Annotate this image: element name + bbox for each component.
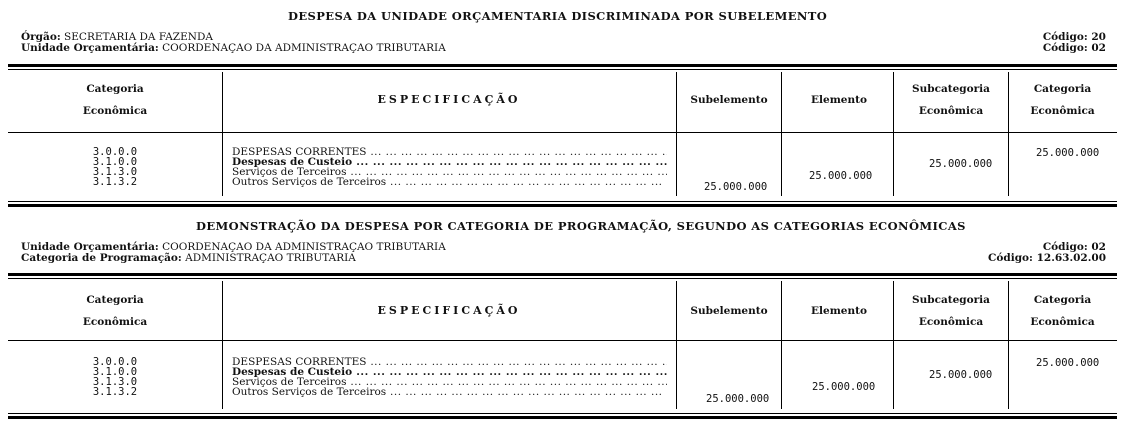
- header-elemento: Elemento: [811, 305, 867, 317]
- table-bottom-rule-thin: [8, 201, 1117, 202]
- item-cell: Serviços de Terceiros ... .: [232, 167, 667, 177]
- code-cell: 3.0.0.0: [92, 356, 138, 368]
- item-cell: Despesas de Custeio ... .: [232, 367, 667, 377]
- unidade-line: [21, 43, 446, 54]
- col-divider: [1008, 72, 1009, 196]
- subelemento-value: 25.000.000: [704, 181, 768, 193]
- code-cell: 3.1.0.0: [92, 156, 138, 168]
- code-cell: 3.1.3.0: [92, 376, 138, 388]
- header-categoria-label: Categoria: [86, 83, 144, 95]
- header-categoria-label: Categoria: [86, 294, 144, 306]
- header-especificacao: ESPECIFICAÇÃO: [377, 304, 521, 317]
- header-economica-label: Econômica: [82, 316, 148, 328]
- categoria-programacao-line: [21, 253, 356, 264]
- code-cell: 3.1.3.0: [92, 166, 138, 178]
- col-divider: [893, 281, 894, 409]
- col-divider: [676, 72, 677, 196]
- header-economica-label: Econômica: [82, 105, 148, 117]
- header-especificacao: ESPECIFICAÇÃO: [377, 93, 521, 106]
- header-economica3-label: Econômica: [1030, 316, 1095, 328]
- subelemento-value: 25.000.000: [706, 393, 770, 405]
- item-cell: DESPESAS CORRENTES ... .: [232, 147, 667, 157]
- item-cell: Serviços de Terceiros ... .: [232, 377, 667, 387]
- unidade-value: COORDENAÇAO DA ADMINISTRAÇAO TRIBUTARIA: [162, 42, 446, 54]
- items-column: [232, 147, 667, 187]
- categoria-programacao-label: Categoria de Programação:: [21, 252, 182, 264]
- codigo-unidade: Código: 02: [1042, 42, 1106, 54]
- header-categoria-economica: [30, 82, 200, 118]
- header-bottom-rule: [8, 132, 1117, 133]
- col-divider: [893, 72, 894, 196]
- unidade-value: COORDENAÇAO DA ADMINISTRAÇAO TRIBUTARIA: [162, 241, 446, 253]
- col-divider: [676, 281, 677, 409]
- col-divider: [222, 72, 223, 196]
- header-elemento: Elemento: [811, 94, 867, 106]
- codigo-unidade: Código: 02: [1042, 241, 1106, 253]
- code-cell: 3.1.3.2: [92, 386, 138, 398]
- code-cell: 3.1.3.2: [92, 176, 138, 188]
- codigo-orgao: Código: 20: [1042, 31, 1106, 43]
- table-top-rule-thin: [8, 69, 1117, 70]
- table-top-rule: [8, 64, 1117, 67]
- categoria-programacao-value: ADMINISTRAÇAO TRIBUTARIA: [185, 252, 356, 264]
- item-cell: DESPESAS CORRENTES ... .: [232, 357, 667, 367]
- unidade-label: Unidade Orçamentária:: [21, 241, 159, 253]
- section-title: DESPESA DA UNIDADE ORÇAMENTARIA DISCRIMINADA POR SUBELEMENTO: [288, 9, 828, 23]
- header-categoria2-label: Categoria: [1033, 83, 1092, 95]
- col-divider: [781, 281, 782, 409]
- table-bottom-rule-thin: [8, 413, 1117, 414]
- orgao-label: Órgão:: [21, 31, 61, 43]
- col-divider: [1008, 281, 1009, 409]
- elemento-value: 25.000.000: [812, 381, 876, 393]
- code-cell: 3.0.0.0: [92, 146, 138, 158]
- header-subelemento: Subelemento: [690, 94, 768, 106]
- table-top-rule: [8, 273, 1117, 276]
- col-divider: [781, 72, 782, 196]
- header-subcategoria-label: Subcategoria: [912, 294, 990, 306]
- orgao-value: SECRETARIA DA FAZENDA: [64, 31, 213, 43]
- elemento-value: 25.000.000: [809, 170, 873, 182]
- categoria-value: 25.000.000: [1036, 147, 1100, 159]
- section-title: DEMONSTRAÇÃO DA DESPESA POR CATEGORIA DE PROGRAMAÇÃO, SEGUNDO AS CATEGORIAS ECONÔMICAS: [196, 219, 966, 233]
- item-cell: Outros Serviços de Terceiros ... .: [232, 177, 667, 187]
- header-economica2-label: Econômica: [918, 316, 984, 328]
- table-bottom-rule: [8, 204, 1117, 207]
- item-cell: Despesas de Custeio ... .: [232, 157, 667, 167]
- header-subcategoria-economica: [895, 82, 1007, 118]
- header-categoria-economica-2: [1010, 82, 1115, 118]
- header-categoria-economica: [30, 293, 200, 329]
- header-categoria-economica-2: [1010, 293, 1115, 329]
- header-categoria2-label: Categoria: [1033, 294, 1092, 306]
- header-bottom-rule: [8, 340, 1117, 341]
- codes-column: [30, 357, 200, 397]
- item-cell: Outros Serviços de Terceiros ... .: [232, 387, 667, 397]
- header-economica3-label: Econômica: [1030, 105, 1095, 117]
- subcategoria-value: 25.000.000: [929, 369, 993, 381]
- col-divider: [222, 281, 223, 409]
- subcategoria-value: 25.000.000: [929, 158, 993, 170]
- items-column: [232, 357, 667, 397]
- header-economica2-label: Econômica: [918, 105, 984, 117]
- unidade-label: Unidade Orçamentária:: [21, 42, 159, 54]
- codes-column: [30, 147, 200, 187]
- header-subelemento: Subelemento: [690, 305, 768, 317]
- header-subcategoria-economica: [895, 293, 1007, 329]
- table-bottom-rule: [8, 416, 1117, 419]
- categoria-value: 25.000.000: [1036, 357, 1100, 369]
- table-top-rule-thin: [8, 278, 1117, 279]
- code-cell: 3.1.0.0: [92, 366, 138, 378]
- header-subcategoria-label: Subcategoria: [912, 83, 990, 95]
- codigo-programacao: Código: 12.63.02.00: [988, 252, 1106, 264]
